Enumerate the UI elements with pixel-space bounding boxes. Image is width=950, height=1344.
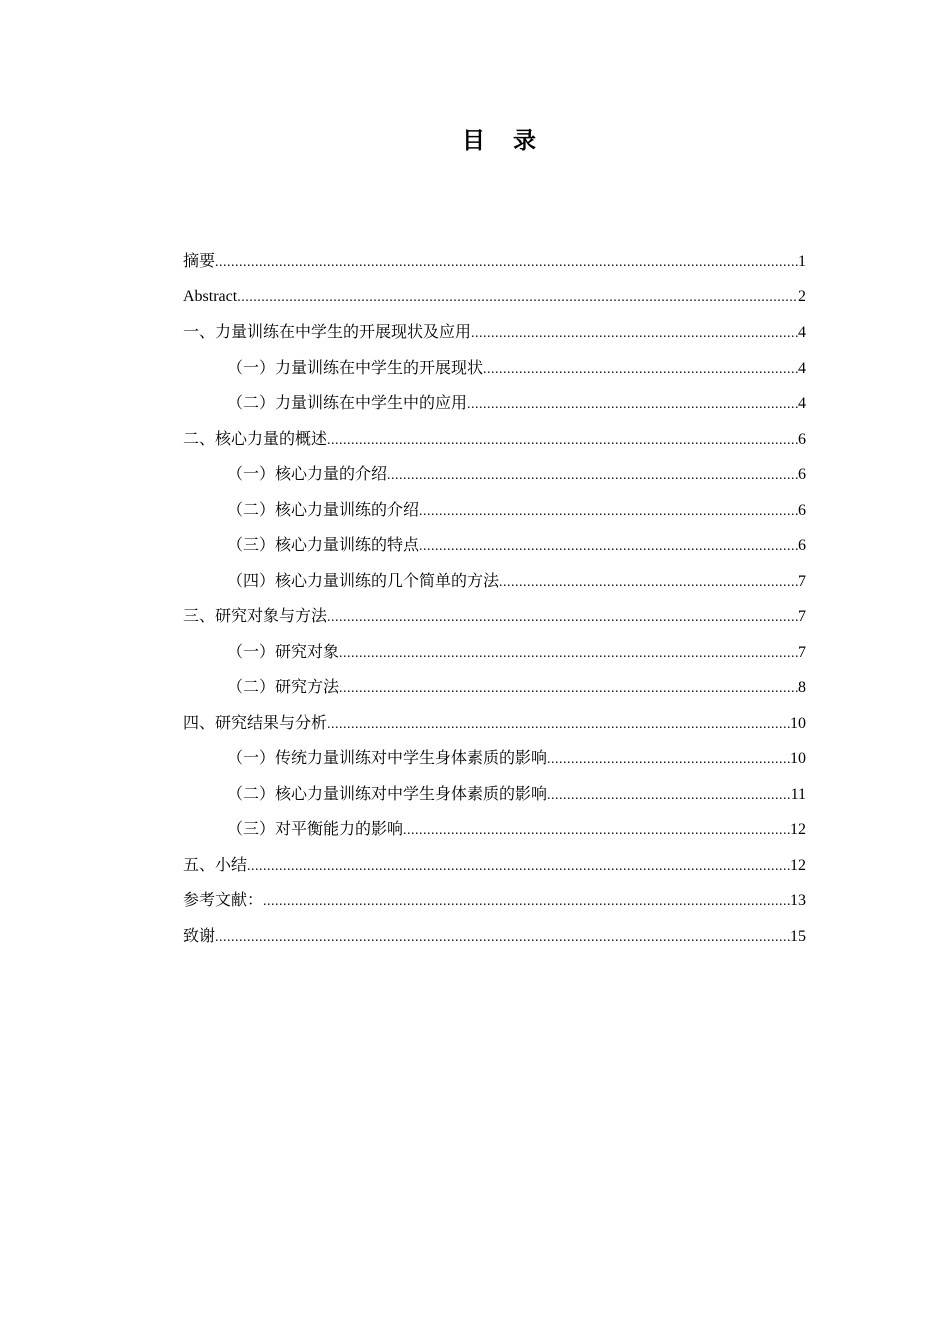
toc-entry-label: （三）对平衡能力的影响: [227, 819, 404, 838]
toc-page-number: 10: [790, 750, 806, 767]
toc-leader-dots: [327, 600, 798, 636]
toc-entry[interactable]: [183, 669, 806, 705]
toc-leader-dots: [471, 316, 798, 352]
toc-page-number: 4: [798, 395, 806, 412]
toc-entry[interactable]: [183, 456, 806, 492]
toc-entry-label: 参考文献：: [183, 890, 264, 909]
toc-page-number: 6: [798, 430, 806, 448]
toc-entry-label: （一）核心力量的介绍: [227, 464, 388, 483]
toc-entry[interactable]: [183, 527, 806, 563]
toc-entry-label: （三）核心力量训练的特点: [227, 535, 420, 554]
toc-leader-dots: [547, 742, 790, 778]
toc-page-number: 7: [798, 608, 806, 625]
toc-entry-label: 五、小结: [183, 854, 248, 874]
toc-entry[interactable]: [183, 279, 806, 315]
toc-entry-label: （一）力量训练在中学生的开展现状: [227, 357, 484, 377]
toc-entry[interactable]: [183, 634, 806, 670]
toc-page-number: 6: [798, 537, 806, 554]
toc-page-number: 15: [790, 927, 806, 945]
toc-entry[interactable]: [183, 350, 806, 386]
toc-leader-dots: [327, 423, 798, 459]
toc-entry[interactable]: [183, 385, 806, 421]
toc-leader-dots: [339, 671, 798, 707]
toc-entry-label: 一、力量训练在中学生的开展现状及应用: [183, 322, 472, 341]
toc-page-number: 6: [798, 466, 806, 483]
toc-entry[interactable]: [183, 847, 806, 883]
page-title: 目 录: [461, 127, 546, 154]
toc-entry-label: 四、研究结果与分析: [183, 712, 328, 732]
toc-leader-dots: [483, 352, 798, 388]
toc-entry[interactable]: [183, 492, 806, 528]
toc-page-number: 6: [798, 501, 806, 519]
toc-entry[interactable]: [183, 598, 806, 634]
toc-entry-label: （一）传统力量训练对中学生身体素质的影响: [227, 748, 548, 767]
toc-leader-dots: [247, 849, 790, 885]
toc-leader-dots: [499, 565, 798, 601]
toc-entry[interactable]: [183, 776, 806, 812]
toc-entry[interactable]: [183, 421, 806, 457]
toc-page-number: 13: [790, 892, 806, 909]
toc-page-number: 2: [798, 287, 806, 305]
toc-entry-label: Abstract: [183, 287, 238, 305]
toc-entry[interactable]: [183, 740, 806, 776]
toc-leader-dots: [547, 778, 791, 814]
toc-entry-label: （一）研究对象: [227, 641, 340, 661]
toc-page-number: 1: [798, 253, 806, 270]
toc-entry-label: （二）核心力量训练的介绍: [227, 499, 420, 519]
toc-page-number: 4: [798, 324, 806, 341]
toc-entry[interactable]: [183, 314, 806, 350]
toc-leader-dots: [467, 387, 798, 423]
toc-page-number: 8: [798, 679, 806, 696]
toc-entry[interactable]: [183, 243, 806, 279]
toc-page-number: 11: [790, 785, 806, 803]
toc-entry-label: （四）核心力量训练的几个简单的方法: [227, 570, 500, 590]
toc-entry-label: 二、核心力量的概述: [183, 428, 328, 448]
toc-entry-label: 摘要: [183, 251, 216, 270]
toc-entry[interactable]: [183, 918, 806, 954]
toc-entry[interactable]: [183, 705, 806, 741]
toc-entry[interactable]: [183, 882, 806, 918]
toc-leader-dots: [215, 920, 790, 956]
toc-page-number: 7: [798, 572, 806, 590]
toc-leader-dots: [387, 458, 798, 494]
toc-leader-dots: [263, 884, 790, 920]
toc-page-number: 12: [790, 821, 806, 838]
toc-page-number: 4: [798, 359, 806, 377]
toc-entry[interactable]: [183, 563, 806, 599]
toc-entry-label: （二）核心力量训练对中学生身体素质的影响: [227, 783, 548, 803]
toc-page-number: 10: [790, 714, 806, 732]
toc-page-number: 7: [798, 643, 806, 661]
toc-entry-label: （二）力量训练在中学生中的应用: [227, 393, 468, 412]
toc-page-number: 12: [790, 856, 806, 874]
toc-entry-label: （二）研究方法: [227, 677, 340, 696]
toc-entry[interactable]: [183, 811, 806, 847]
toc-leader-dots: [339, 636, 798, 672]
toc-leader-dots: [419, 529, 798, 565]
toc-entry-label: 致谢: [183, 925, 216, 945]
table-of-contents: [183, 243, 806, 953]
toc-entry-label: 三、研究对象与方法: [183, 606, 328, 625]
toc-leader-dots: [215, 245, 798, 281]
toc-leader-dots: [403, 813, 790, 849]
toc-leader-dots: [419, 494, 798, 530]
toc-leader-dots: [327, 707, 790, 743]
toc-leader-dots: [237, 280, 798, 316]
